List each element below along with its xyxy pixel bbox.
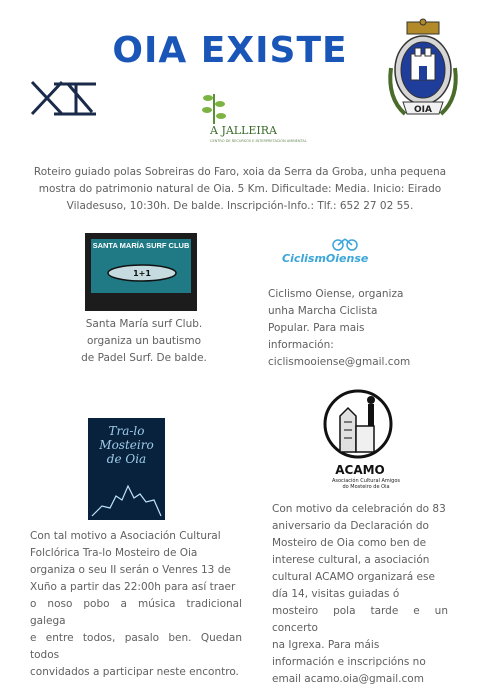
plant-icon: [180, 86, 307, 150]
surfboard-icon: [105, 261, 179, 285]
surf-club-logo: [85, 233, 197, 311]
tralo-paragraph: [30, 528, 242, 681]
jalleira-logo: [180, 86, 307, 150]
tralo-poster-line: de Oia: [106, 452, 147, 466]
acamo-name: ACAMO: [335, 463, 385, 477]
tralo-line: organiza o seu II serán o Venres 13 de: [30, 564, 231, 576]
acamo-line: Con motivo da celebración do 83: [272, 503, 446, 515]
acamo-subtitle: Asociación Cultural Amigos do Mosteiro de Oia: [331, 478, 401, 490]
surf-paragraph: [72, 316, 216, 367]
jalleira-name: A JALLEIRA: [210, 124, 278, 137]
page-title: OIA EXISTE: [112, 30, 348, 71]
surf-line: organiza un bautismo: [86, 335, 202, 347]
ciclismo-line: unha Marcha Ciclista: [268, 305, 378, 317]
ciclismo-line: Ciclismo Oiense, organiza: [268, 288, 404, 300]
ciclismo-line: Popular. Para mais: [268, 322, 365, 334]
tralo-line: Xuño a partir das 22:00h para así traer: [30, 581, 236, 593]
tralo-line: Con tal motivo a Asociación Cultural: [30, 530, 221, 542]
intro-line: Roteiro guiado polas Sobreiras do Faro, xoia da Serra da Groba, unha pequena: [33, 166, 447, 178]
surf-line: de Padel Surf. De balde.: [81, 352, 207, 364]
intro-paragraph: [18, 164, 462, 215]
ciclismo-line: información:: [268, 339, 334, 351]
intro-line: mostra do patrimonio natural de Oia. 5 Km. Dificultade: Media. Inicio: Eirado: [38, 183, 442, 195]
acamo-line: cultural ACAMO organizará ese: [272, 571, 435, 583]
oia-crest: [385, 18, 461, 122]
jalleira-tagline: CENTRO DE RECURSOS E INTERPRETACIÓN AMBIENTAL: [210, 139, 307, 143]
tralo-line: convidados a participar neste encontro.: [30, 666, 239, 678]
monastery-silhouette-icon: [88, 476, 165, 520]
tralo-line: e entre todos, pasalo ben. Quedan todos: [30, 632, 242, 661]
acamo-logo: [322, 386, 394, 462]
acamo-line: mosteiro pola tarde e un concerto: [272, 605, 448, 634]
crest-label: OIA: [414, 105, 432, 115]
ciclismo-logo-text: CiclismOiense: [282, 252, 369, 265]
acamo-line: email acamo.oia@gmail.com: [272, 673, 424, 685]
tralo-poster-line: Tra-lo: [108, 424, 145, 438]
surf-banner: SANTA MARÍA SURF CLUB: [92, 241, 190, 250]
acamo-line: na Igrexa. Para máis: [272, 639, 380, 651]
acamo-paragraph: [272, 501, 448, 688]
xa-logo: [28, 78, 100, 118]
tralo-line: Folclórica Tra-lo Mosteiro de Oia: [30, 547, 198, 559]
tralo-poster-line: Mosteiro: [99, 438, 154, 452]
bicycle-icon: [280, 237, 388, 267]
surf-line: Santa María surf Club.: [85, 318, 203, 330]
surfboard-text: 1+1: [133, 269, 151, 278]
acamo-line: día 14, visitas guiadas ó: [272, 588, 400, 600]
tralo-poster: [88, 418, 165, 520]
acamo-line: información e inscripcións no: [272, 656, 426, 668]
intro-line: Viladesuso, 10:30h. De balde. Inscripción-Info.: Tlf.: 652 27 02 55.: [66, 200, 414, 212]
acamo-line: aniversario da Declaración do: [272, 520, 429, 532]
acamo-line: interese cultural, a asociación: [272, 554, 430, 566]
ciclismo-line: ciclismooiense@gmail.com: [268, 356, 411, 368]
ciclismo-paragraph: [268, 286, 410, 371]
acamo-line: Mosteiro de Oia como ben de: [272, 537, 427, 549]
tralo-line: o noso pobo a música tradicional galega: [30, 598, 242, 627]
ciclismo-logo: [280, 237, 388, 267]
